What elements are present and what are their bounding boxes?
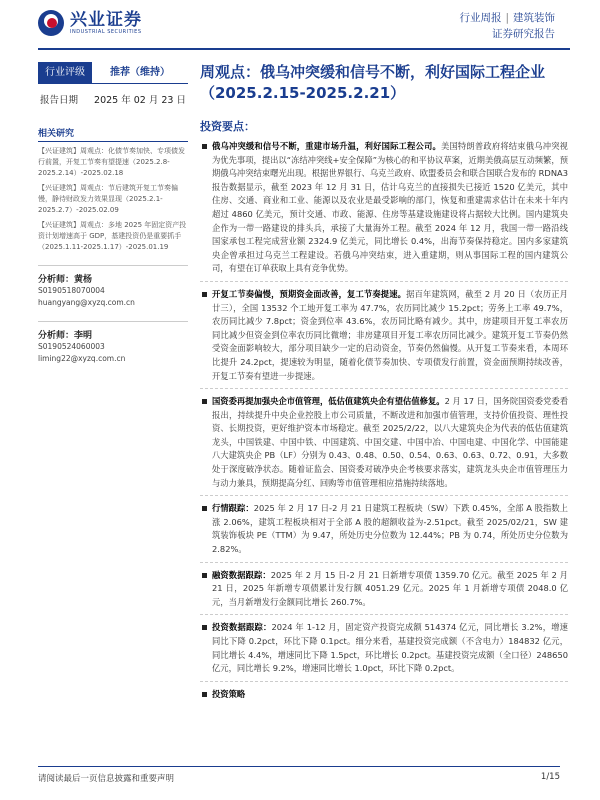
page-footer: [38, 766, 560, 786]
logo-cn-text: 兴业证券: [70, 10, 142, 30]
analyst-name: 分析师：李明: [38, 331, 93, 341]
report-type: 行业周报: [459, 12, 502, 24]
analyst-id: S0190524060003: [38, 342, 105, 351]
analyst-id: S0190518070004: [38, 286, 105, 295]
analyst-email[interactable]: liming22@xyzq.com.cn: [38, 354, 126, 363]
related-item[interactable]: 【兴证建筑】周观点：化债节奏加快、专项债发行前置，开复工节奏有望提速（2025.2.8-2025.2.14）-2025.02.18: [38, 147, 185, 177]
main-content: [200, 62, 568, 701]
analyst-block: [38, 265, 188, 309]
paragraph-body: 2024 年 1-12 月，固定资产投资完成额 514374 亿元，同比增长 3.2%，增速同比下降 0.2pct，环比下降 0.1pct。细分来看，基建投资完成额（不含电力）184832 亿元，同比增长 4.4%，增速同比下降 1.5pct，环比增长 0.2pct。基建投资完成额（全口径）248650 亿元，同比增长 9.2%，增速同比增长 1.0pct，环比下降 0.2pct。: [212, 622, 568, 674]
paragraph-lead: 行情跟踪：: [212, 503, 254, 514]
paragraph-body: 2025 年 2 月 15 日-2 月 21 日新增专项债 1359.70 亿元。截至 2025 年 2 月 21 日，2025 年新增专项债累计发行额 4051.29 亿元。2025 年 1 月新增专项债 2048.0 亿元，当月新增发行金额同比增长 260.7%。: [212, 569, 568, 607]
paragraph-body: 美国特朗普政府将结束俄乌冲突视为优先事项，提出以“冻结冲突线+安全保障”为核心的和平协议草案，近期美俄高层互动频繁，预期俄乌冲突结束曙光出现。根据世界银行、乌克兰政府、欧盟委员会和联合国联合发布的 RDNA3 报告数据显示，截至 2023 年 12 月 31 日，估计乌克兰的直接损失已接近 1520 亿美元，其中住房、交通、商业和工业、能源以及农业是最受影响的部门，恢复和重建需求估计在未来十年内超过 4860 亿美元，预计交通、市政、能源、住房等基建设施建设将占据较大比例。国内建筑央企作为一带一路建设的排头兵，承接了大量海外工程。截至 2024 年 12 月，我国一带一路沿线国家承包工程完成营业额 2324.9 亿美元，同比增长 0.4%，出海节奏保持稳定。国内多家建筑央企曾承担过乌克兰工程建设。若俄乌冲突结束，进入重建期，则从事国际工程的国内建筑公司，有望在订单获取上具有竞争优势。: [212, 141, 568, 274]
related-item[interactable]: 【兴证建筑】周观点：多地 2025 年固定资产投资计划增速高于 GDP，基建投资仍是重要抓手（2025.1.11-2025.1.17）-2025.01.19: [38, 221, 187, 251]
bullet-paragraph: [200, 288, 568, 389]
related-item[interactable]: 【兴证建筑】周观点：节后建筑开复工节奏偏慢，静待财政发力效果显现（2025.2.1-2025.2.7）-2025.02.09: [38, 184, 178, 214]
date-value: 2025 年 02 月 23 日: [94, 95, 186, 106]
report-title: 周观点：俄乌冲突缓和信号不断，利好国际工程企业（2025.2.15-2025.2.21）: [200, 63, 546, 102]
bullet-paragraph: [200, 395, 568, 496]
logo-mark-icon: [38, 10, 64, 36]
paragraph-lead: 投资数据跟踪：: [212, 622, 272, 633]
rating-row: [38, 62, 188, 84]
report-date-row: [38, 92, 188, 106]
paragraph-body: 2 月 17 日，国务院国资委党委看报出，持续提升中央企业控股上市公司质量，不断改进和加强市值管理，支持价值投资、理性投资、长期投资，更好维护资本市场稳定。截至 2025/2/22，以八大建筑央企为代表的低估值建筑龙头，中国铁建、中国中铁、中国建筑、中国交建、中国中冶、中国电建、中国化学、中国能建八大建筑央企 PB（LF）分别为 0.43、0.48、0.50、0.54、0.63、0.63、0.72、0.91，大多数处于深度破净状态。随着证监会、国资委对破净央企考核要求落实，建筑龙头央企市值管理压力与动力兼具，预期提高分红、回购等市值管理相应措施持续落地。: [212, 396, 568, 488]
analyst-email[interactable]: huangyang@xyzq.com.cn: [38, 298, 135, 307]
rating-value: 推荐（维持）: [92, 62, 188, 84]
page-header: [0, 0, 600, 52]
bullet-paragraph: [200, 621, 568, 681]
company-logo: [38, 10, 142, 36]
paragraph-lead: 融资数据跟踪：: [212, 569, 271, 580]
paragraph-body: 2025 年 2 月 17 日-2 月 21 日建筑工程板块（SW）下跌 0.45%，全部 A 股指数上涨 2.06%，建筑工程板块相对于全部 A 股的超额收益为-2.51pct。截至 2025/02/21，SW 建筑装饰板块 PE（TTM）为 9.47，所处历史分位数为 12.44%；PB 为 0.74，所处历史分位数为 2.82%。: [212, 503, 568, 555]
bullet-paragraph: [200, 569, 568, 616]
paragraph-lead: 俄乌冲突缓和信号不断，重建市场升温，利好国际工程公司。: [212, 141, 441, 151]
report-kind: 证券研究报告: [492, 28, 555, 40]
page-number: 1/15: [540, 772, 560, 782]
logo-en-text: INDUSTRIAL SECURITIES: [70, 29, 142, 35]
analyst-block: [38, 321, 188, 365]
paragraph-body: 据百年建筑网，截至 2 月 20 日（农历正月廿三），全国 13532 个工地开复工率为 47.7%，农历同比减少 15.2pct；劳务上工率 49.7%，农历同比减少 7.8pct；资金到位率 43.6%，农历同比略有减少。其中，房建项目开复工率农历同比减少但资金到位率农历同比微增；非房建项目开复工率农历同比减少。建筑开复工节奏仍然受资金面影响较大，部分项目缺少一定的启动资金，节奏仍然偏慢。从开复工节奏来看，本周环比提升 24.2pct，提速较为明显，随着化债节奏加快、专项债发行前置，资金面预期持续改善，开复工节奏有望进一步提速。: [212, 288, 568, 381]
date-label: 报告日期: [40, 95, 79, 106]
paragraph-lead: 开复工节奏偏慢，预期资金面改善，复工节奏提速。: [212, 288, 407, 299]
analyst-name: 分析师：黄杨: [38, 275, 93, 285]
header-separator: |: [505, 12, 509, 24]
bullet-paragraph: [200, 502, 568, 562]
paragraph-lead: 国资委再提加强央企市值管理，低估值建筑央企有望估值修复。: [212, 396, 445, 407]
related-research-title: 相关研究: [38, 126, 188, 142]
header-category: [459, 10, 555, 42]
header-divider: [38, 48, 570, 50]
sidebar: [38, 62, 188, 365]
section-heading: 投资要点：: [200, 120, 255, 133]
bullet-paragraph: [200, 688, 568, 702]
disclaimer-text: 请阅读最后一页信息披露和重要声明: [38, 774, 175, 784]
industry-name: 建筑装饰: [513, 12, 555, 24]
paragraph-lead: 投资策略: [212, 688, 246, 699]
bullet-paragraph: [200, 140, 568, 282]
rating-label: 行业评级: [38, 62, 92, 84]
